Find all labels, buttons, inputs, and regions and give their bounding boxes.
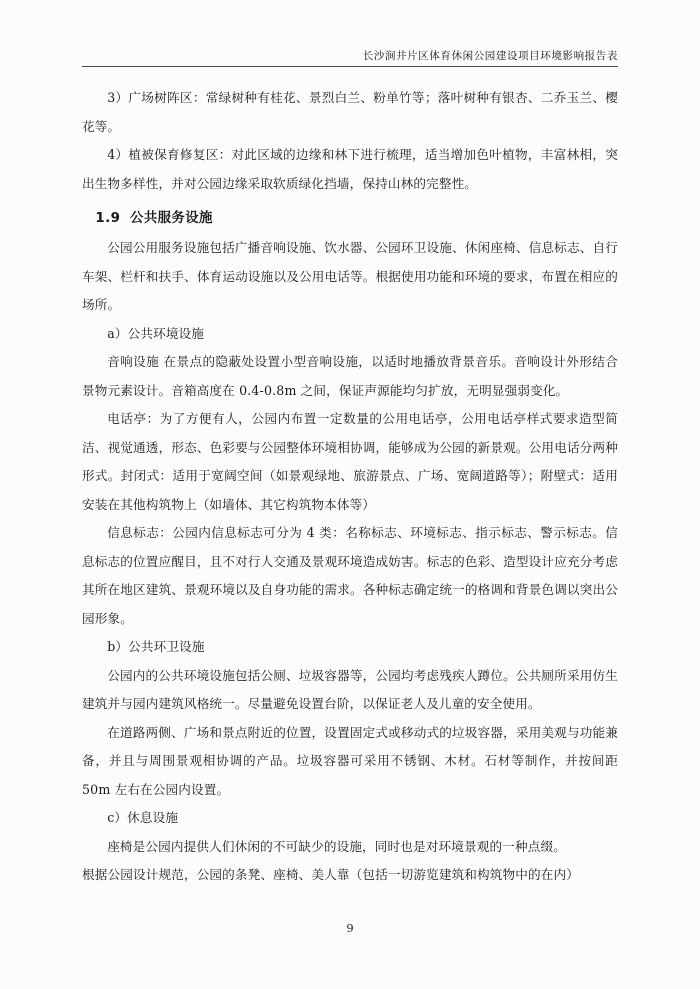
- paragraph: 电话亭：为了方便有人，公园内布置一定数量的公用电话亭，公用电话亭样式要求造型简洁、视觉通透，形态、色彩要与公园整体环境相协调，能够成为公园的新景观。公用电话分两种形式。封闭式：适用于宽阔空间（如景观绿地、旅游景点、广场、宽阔道路等）；附壁式：适用安装在其他构筑物上（如墙体、其它构筑物本体等）: [82, 411, 618, 512]
- paragraph: 音响设施 在景点的隐蔽处设置小型音响设施，以适时地播放背景音乐。音响设计外形结合景物元素设计。音箱高度在 0.4-0.8m 之间，保证声源能均匀扩放，无明显强弱变化。: [82, 354, 618, 398]
- paragraph: 座椅是公园内提供人们休闲的不可缺少的设施，同时也是对环境景观的一种点缀。: [107, 838, 566, 854]
- section-heading: [82, 204, 618, 234]
- paragraph: 根据公园设计规范，公园的条凳、座椅、美人靠（包括一切游览建筑和构筑物中的在内）: [82, 867, 580, 882]
- paragraph: 4）植被保育修复区：对此区域的边缘和林下进行梳理，适当增加色叶植物，丰富林相，突出生物多样性，并对公园边缘采取软质绿化挡墙，保持山林的完整性。: [82, 147, 618, 191]
- page-number: 9: [346, 921, 354, 935]
- paragraph: a）公共环境设施: [107, 325, 205, 341]
- section-number: 1.9: [95, 211, 121, 226]
- page-header-title: 长沙涧井片区体育休闲公园建设项目环境影响报告表: [362, 50, 618, 62]
- paragraph: 在道路两侧、广场和景点附近的位置，设置固定式或移动式的垃圾容器，采用美观与功能兼备，并且与周围景观相协调的产品。垃圾容器可采用不锈钢、木材。石材等制作，并按间距 50m 左右在公园内设置。: [82, 724, 618, 797]
- header-divider: [82, 66, 618, 67]
- paragraph: 信息标志：公园内信息标志可分为 4 类：名称标志、环境标志、指示标志、警示标志。信息标志的位置应醒目，且不对行人交通及景观环境造成妨害。标志的色彩、造型设计应充分考虑其所在地区建筑、景观环境以及自身功能的需求。各种标志确定统一的格调和背景色调以突出公园形象。: [82, 525, 618, 626]
- document-body: [82, 84, 618, 890]
- section-title: 公共服务设施: [130, 211, 213, 226]
- paragraph: 公园公用服务设施包括广播音响设施、饮水器、公园环卫设施、休闲座椅、信息标志、自行车架、栏杆和扶手、体育运动设施以及公用电话等。根据使用功能和环境的要求，布置在相应的场所。: [82, 240, 618, 312]
- paragraph: 公园内的公共环境设施包括公厕、垃圾容器等，公园均考虑残疾人蹲位。公共厕所采用仿生建筑并与园内建筑风格统一。尽量避免设置台阶，以保证老人及儿童的安全使用。: [82, 667, 618, 711]
- paragraph: c）休息设施: [107, 810, 179, 825]
- paragraph: b）公共环卫设施: [107, 639, 205, 654]
- paragraph: 3）广场树阵区：常绿树种有桂花、景烈白兰、粉单竹等；落叶树种有银杏、二乔玉兰、樱花等。: [82, 90, 618, 134]
